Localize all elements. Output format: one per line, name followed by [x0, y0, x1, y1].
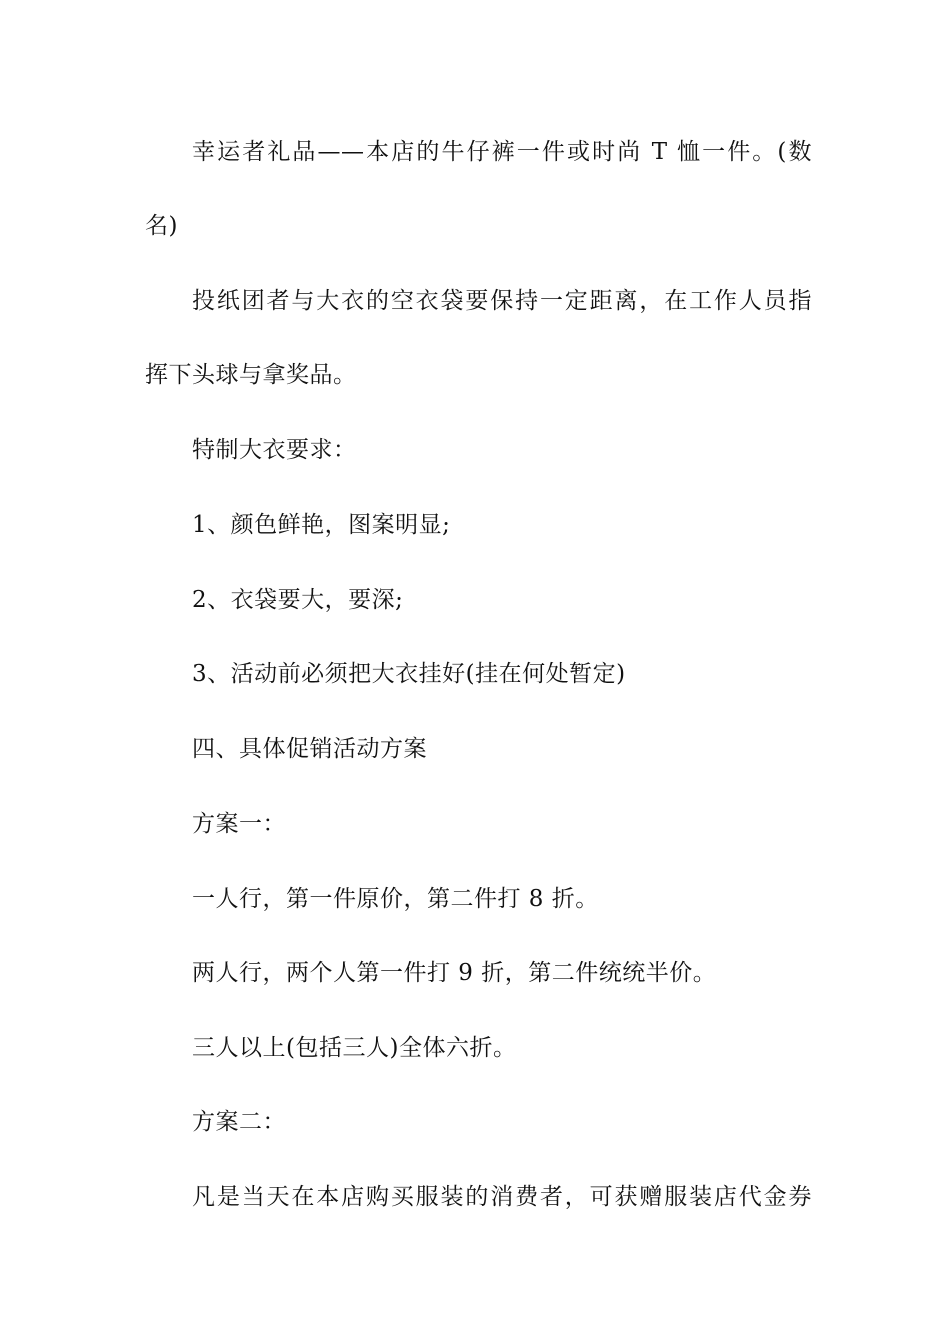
paragraph-lucky-gift-line-2: 名) — [145, 213, 178, 239]
coat-requirements-heading: 特制大衣要求： — [192, 437, 357, 463]
paragraph-throw-rules-line-2: 挥下头球与拿奖品。 — [145, 362, 357, 388]
requirement-item-2: 2、衣袋要大，要深; — [192, 587, 404, 613]
plan-one-heading: 方案一： — [192, 811, 286, 837]
plan-one-pair: 两人行，两个人第一件打 9 折，第二件统统半价。 — [192, 960, 717, 986]
paragraph-lucky-gift-line-1: 幸运者礼品——本店的牛仔裤一件或时尚 T 恤一件。(数 — [192, 139, 812, 165]
paragraph-throw-rules-line-1: 投纸团者与大衣的空衣袋要保持一定距离，在工作人员指 — [192, 288, 812, 314]
plan-two-heading: 方案二： — [192, 1109, 286, 1135]
section-heading-promotion-plan: 四、具体促销活动方案 — [192, 736, 427, 762]
plan-two-text-line-1: 凡是当天在本店购买服装的消费者，可获赠服装店代金券 — [192, 1184, 812, 1210]
requirement-item-3: 3、活动前必须把大衣挂好(挂在何处暂定) — [192, 661, 626, 687]
plan-one-group: 三人以上(包括三人)全体六折。 — [192, 1035, 517, 1061]
requirement-item-1: 1、颜色鲜艳，图案明显; — [192, 512, 451, 538]
plan-one-single: 一人行，第一件原价，第二件打 8 折。 — [192, 886, 599, 912]
